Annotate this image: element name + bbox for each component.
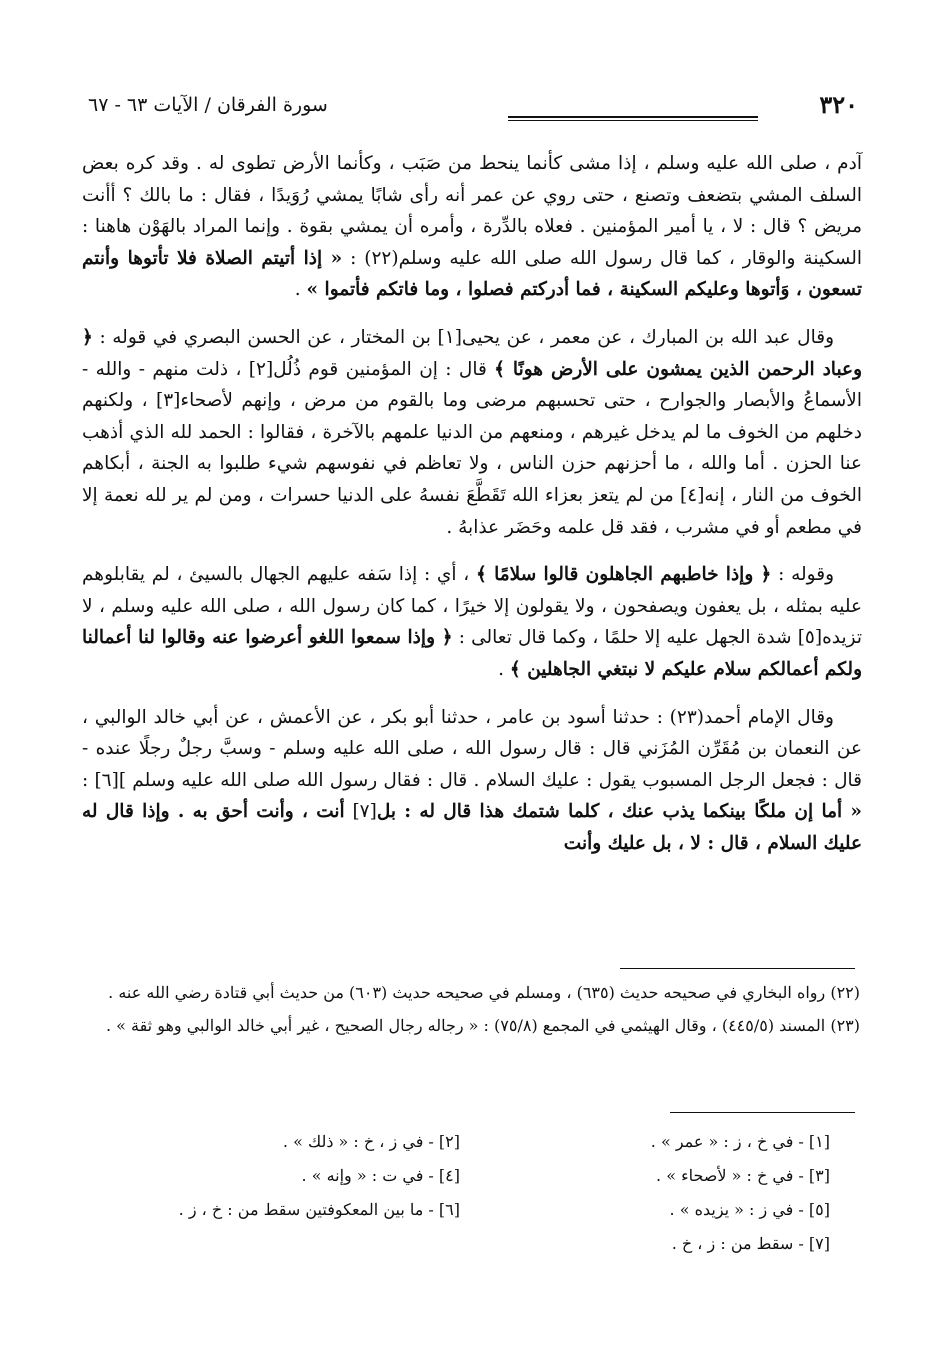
paragraph-1 (82, 148, 862, 306)
text-run: . (294, 279, 307, 301)
footnote-22: (٢٢) رواه البخاري في صحيحه حديث (٦٣٥) ، ومسلم في صحيحه حديث (٦٠٣) من حديث أبي قتادة رضي الله عنه . (108, 983, 860, 1002)
paragraph-2 (82, 322, 862, 543)
variant-note-4: [٤] - في ت : « وإنه » . (301, 1166, 460, 1185)
page-number: ٣٢٠ (819, 90, 858, 119)
text-run: آدم ، صلى الله عليه وسلم ، إذا مشى كأنما ينحط من صَبَب ، وكأنما الأرض تطوى له . وقد كره بعض السلف المشي بتضعف وتصنع ، حتى روي عن عمر أنه رأى شابًا يمشي رُوَيدًا ، فقال : ما بالك ؟ أأنت مريض ؟ قال : لا ، يا أمير المؤمنين . فعلاه بالدِّرة ، وأمره أن يمشي بقوة . وإنما المراد بالهَوْن هاهنا : السكينة والوقار ، كما قال رسول الله صلى الله عليه وسلم(٢٢) : (82, 153, 862, 269)
running-title: سورة الفرقان / الآيات ٦٣ - ٦٧ (88, 94, 328, 116)
variant-note-7: [٧] - سقط من : ز ، خ . (671, 1234, 830, 1253)
footnote-23: (٢٣) المسند (٤٤٥/٥) ، وقال الهيثمي في المجمع (٧٥/٨) : « رجاله رجال الصحيح ، غير أبي خالد الوالبي وهو ثقة » . (105, 1016, 860, 1035)
text-run: ، أي : إذا سَفه عليهم الجهال بالسيئ ، لم يقابلوهم عليه بمثله ، بل يعفون ويصفحون ، ولا يقولون إلا خيرًا ، كما كان رسول الله ، صلى الله عليه وسلم ، لا تزيده[٥] شدة الجهل عليه إلا حلمًا ، وكما قال تعالى : (82, 564, 862, 649)
variant-note-5: [٥] - في ز : « يزيده » . (669, 1200, 830, 1219)
manuscript-variants (90, 1128, 830, 1258)
quran-quote: ﴿ وإذا خاطبهم الجاهلون قالوا سلامًا ﴾ (476, 564, 772, 586)
footnotes (90, 978, 860, 1044)
variants-separator (670, 1112, 855, 1113)
quran-quote: ﴿ وإذا سمعوا اللغو أعرضوا عنه وقالوا لنا أعمالنا ولكم أعمالكم سلام عليكم لا نبتغي الجاهلين ﴾ (82, 627, 862, 680)
variant-marker: [٧] (344, 801, 377, 823)
text-run: . (498, 658, 510, 680)
paragraph-4 (82, 702, 862, 860)
footnote-separator (620, 968, 855, 969)
variant-note-3: [٣] - في خ : « لأصحاء » . (656, 1166, 830, 1185)
text-run: وقال عبد الله بن المبارك ، عن معمر ، عن يحيى[١] بن المختار ، عن الحسن البصري في قوله : (92, 326, 835, 348)
variant-note-6: [٦] - ما بين المعكوفتين سقط من : خ ، ز . (178, 1200, 460, 1219)
page-header (88, 88, 858, 128)
main-text (82, 148, 862, 875)
text-run: قال : إن المؤمنين قوم ذُلُل[٢] ، ذلت منهم - والله - الأسماعُ والأبصار والجوارح ، حتى تحسبهم مرضى وما بالقوم من مرض ، وإنهم لأصحاء[٣] ، ولكنهم دخلهم من الخوف ما لم يدخل غيرهم ، ومنعهم من الدنيا علمهم بالآخرة ، فقالوا : الحمد لله الذي أذهب عنا الحزن . أما والله ، ما أحزنهم حزن الناس ، ولا تعاظم في نفوسهم شيء طلبوا به الجنة ، أبكاهم الخوف من النار ، إنه[٤] من لم يتعز بعزاء الله تَقَطَّعَ نفسهُ على الدنيا حسرات ، ومن لم ير لله نعمة إلا في مطعم أو في مشرب ، فقد قل علمه وحَضَر عذابهُ . (82, 358, 862, 538)
variant-note-2: [٢] - في ز ، خ : « ذلك » . (282, 1132, 460, 1151)
text-run: وقوله : (771, 564, 834, 586)
quran-quote: ﴿ وعباد الرحمن الذين يمشون على الأرض هونًا ﴾ (82, 326, 862, 380)
hadith-quote: « أما إن ملكًا بينكما يذب عنك ، كلما شتمك هذا قال له : بل (376, 801, 862, 823)
text-run: وقال الإمام أحمد(٢٣) : حدثنا أسود بن عامر ، حدثنا أبو بكر ، عن الأعمش ، عن أبي خالد الوالبي ، عن النعمان بن مُقَرِّن المُزَني قال : قال رسول الله ، صلى الله عليه وسلم - وسبَّ رجلٌ رجلًا عنده - قال : فجعل الرجل المسبوب يقول : عليك السلام . قال : فقال رسول الله صلى الله عليه وسلم ] (82, 706, 862, 791)
hadith-quote: أنت ، وأنت أحق به . وإذا قال له عليك السلام ، قال : لا ، بل عليك وأنت (82, 801, 862, 854)
header-rule (508, 116, 758, 121)
paragraph-3 (82, 559, 862, 685)
hadith-quote: « إذا أتيتم الصلاة فلا تأتوها وأنتم تسعون ، وَأتوها وعليكم السكينة ، فما أدركتم فصلوا ، وما فاتكم فأتموا » (82, 247, 862, 301)
variant-note-1: [١] - في خ ، ز : « عمر » . (650, 1132, 830, 1151)
variant-marker: [٦] : (82, 769, 119, 791)
